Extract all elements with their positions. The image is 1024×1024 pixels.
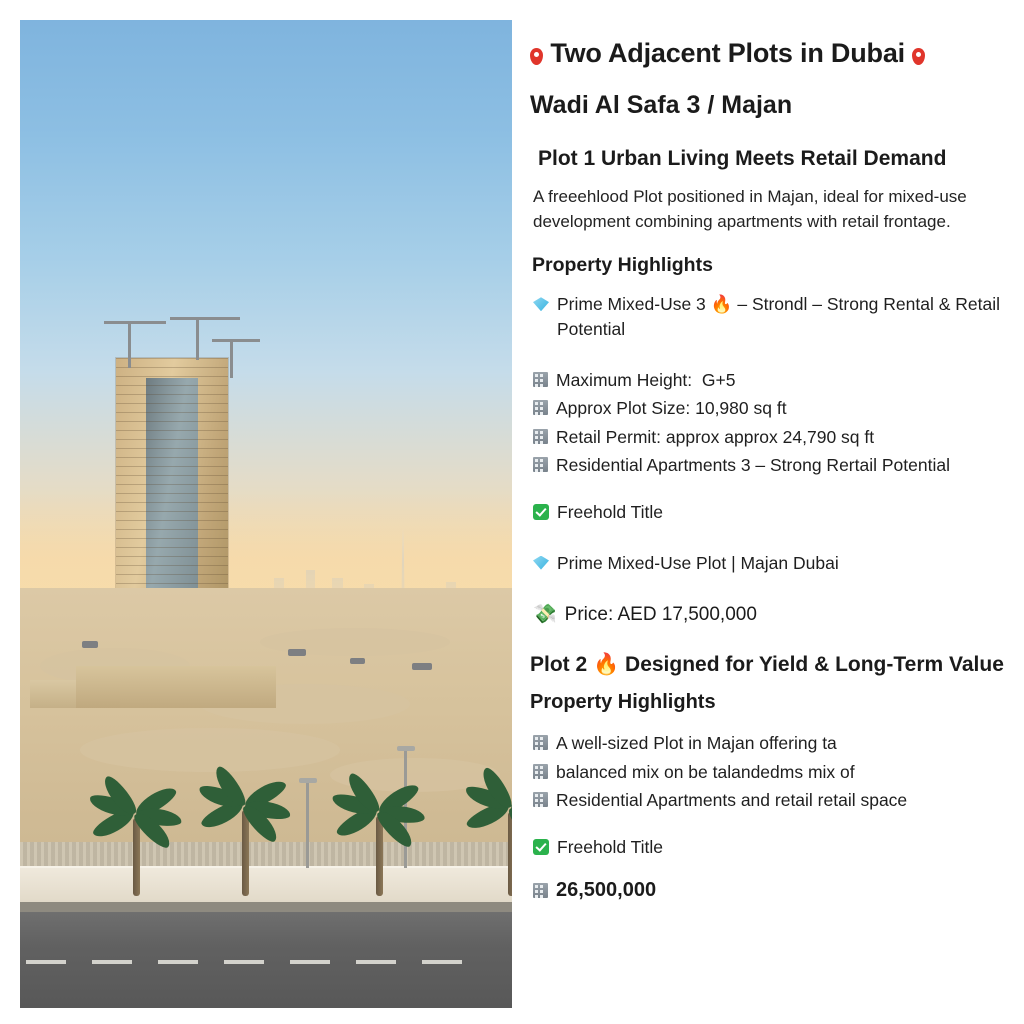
plot2-amount-label: 26,500,000: [556, 878, 657, 901]
page-title: [530, 38, 1004, 69]
page-subtitle: Wadi Al Safa 3 / Majan: [530, 91, 793, 120]
crane-mast-icon: [128, 322, 131, 368]
location-pin-icon: [912, 48, 925, 65]
green-check-icon: [533, 836, 549, 859]
plot2-highlights-heading: Property Highlights: [530, 691, 716, 714]
diamond-icon: [533, 552, 549, 575]
podium-structure: [76, 666, 276, 708]
crane-jib-icon: [212, 339, 260, 342]
plot1-spec-text: [556, 397, 787, 421]
plot1-freehold-label: Freehold Title: [557, 502, 664, 523]
plot2-freehold-row: [533, 836, 1004, 860]
plot1-spec-label: Retail Permit:: [556, 426, 662, 447]
plot1-heading: Plot 1 Urban Living Meets Retail Demand: [538, 146, 947, 170]
listing-details-column: [512, 0, 1024, 1024]
palm-tree-icon: [106, 786, 166, 896]
road-shoulder: [20, 902, 512, 912]
building-icon: [533, 454, 548, 477]
plot2-spec-list: [530, 732, 1004, 813]
plot1-spec-row: [533, 397, 1004, 421]
fire-icon: 🔥: [593, 651, 620, 676]
palm-tree-icon: [482, 778, 512, 896]
plot1-spec-value: approx approx 24,790 sq ft: [665, 426, 875, 447]
plot1-highlights-heading: Property Highlights: [532, 254, 713, 277]
crane-mast-icon: [196, 318, 199, 360]
plot2-spec-text: balanced mix on be talandedms mix of: [556, 761, 855, 782]
plot1-spec-value: G+5: [701, 369, 736, 390]
plot1-price-label: Price: AED 17,500,000: [564, 604, 757, 626]
building-icon: [533, 879, 548, 902]
plot2-heading-prefix: Plot 2: [530, 652, 588, 676]
plot1-spec-row: [533, 369, 1004, 393]
plot1-spec-row: [533, 454, 1004, 478]
page-title-text: Two Adjacent Plots in Dubai: [550, 38, 905, 68]
street-lamp-icon: [306, 782, 309, 868]
plot2-freehold-label: Freehold Title: [557, 836, 664, 857]
plot2-amount-row: [533, 879, 1004, 902]
building-icon: [533, 397, 548, 420]
building-icon: [533, 426, 548, 449]
plot1-spec-label: Maximum Height:: [556, 369, 693, 390]
plot1-price-row: [533, 602, 1004, 628]
plot2-spec-text: Residential Apartments and retail retail space: [556, 790, 908, 811]
highway: [20, 912, 512, 1008]
building-icon: [533, 732, 548, 755]
plot1-feature-text: [557, 293, 1004, 341]
plot2-spec-row: [533, 761, 1004, 785]
plot2-spec-row: [533, 789, 1004, 813]
palm-tree-icon: [350, 784, 408, 896]
crane-jib-icon: [104, 321, 166, 324]
plot1-tagline-row: [533, 552, 1004, 576]
plot1-spec-label: Residential Apartments 3 – Strong Rertail Potential: [556, 455, 950, 476]
building-icon: [533, 761, 548, 784]
plot1-feature-line: [533, 293, 1004, 341]
plot1-spec-value: 10,980 sq ft: [695, 398, 787, 419]
diamond-icon: [533, 293, 549, 316]
plot1-spec-text: [556, 426, 874, 450]
plot1-feature-text-part2: – Strondl – Strong Rental & Retail Potential: [557, 294, 1000, 339]
plot1-spec-label: Approx Plot Size:: [556, 398, 691, 419]
plot1-tagline-label: Prime Mixed-Use Plot | Majan Dubai: [557, 552, 839, 573]
plot2-heading: [530, 652, 1004, 677]
money-icon: 💸: [533, 603, 557, 626]
plot1-spec-text: [556, 369, 735, 393]
plot2-spec-text: A well-sized Plot in Majan offering ta: [556, 733, 837, 754]
building-icon: [533, 369, 548, 392]
plot1-description: A freeehlood Plot positioned in Majan, ideal for mixed-use development combining apartments with retail frontage.: [533, 186, 967, 231]
plot1-freehold-row: [533, 501, 1004, 525]
plot1-feature-text-part1: Prime Mixed-Use 3: [557, 294, 706, 315]
property-photo: [20, 20, 512, 1008]
crane-mast-icon: [230, 340, 233, 378]
plot1-spec-row: [533, 426, 1004, 450]
building-icon: [533, 789, 548, 812]
crane-jib-icon: [170, 317, 240, 320]
green-check-icon: [533, 501, 549, 524]
plot1-spec-list: [530, 369, 1004, 479]
plot2-spec-row: [533, 732, 1004, 756]
palm-tree-icon: [214, 776, 276, 896]
location-pin-icon: [530, 48, 543, 65]
fire-icon: 🔥: [710, 295, 733, 316]
plot2-heading-suffix: Designed for Yield & Long-Term Value: [625, 652, 1004, 676]
